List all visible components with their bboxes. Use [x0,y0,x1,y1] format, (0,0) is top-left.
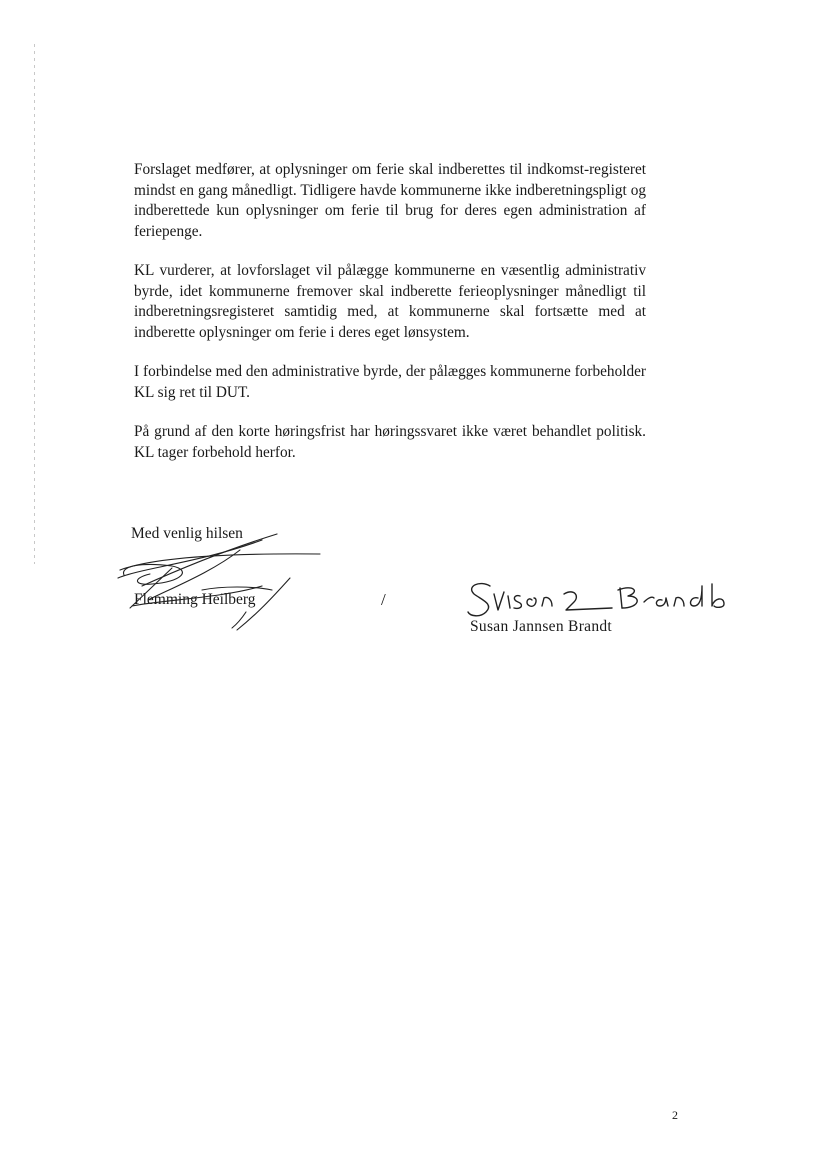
scan-edge-artifact [34,44,35,564]
paragraph-1: Forslaget medfører, at oplysninger om ferie skal indberettes til indkomst-registeret mindst en gang månedligt. Tidligere havde kommunerne ikke indberetningspligt og indberettede kun oplysninger om ferie til brug for deres egen administration af feriepenge. [134,161,646,240]
closing-greeting: Med venlig hilsen [131,525,243,542]
handwritten-signature-brandt [462,578,732,622]
paragraph-3: I forbindelse med den administrative byrde, der pålægges kommunerne forbeholder KL sig ret til DUT. [134,363,646,401]
letter-body [134,160,646,482]
signature-separator: / [381,590,386,609]
paragraph-2: KL vurderer, at lovforslaget vil pålægge kommunerne en væsentlig administrativ byrde, idet kommunerne fremover skal indberette ferieoplysninger månedligt til indberetningsregisteret samtidig med, at kommunerne skal fortsætte med at indberette oplysninger om ferie i deres eget lønsystem. [134,262,646,341]
page-number: 2 [672,1108,678,1122]
signatory-name-brandt: Susan Jannsen Brandt [470,618,613,635]
signatory-name-heilberg: Flemming Heilberg [134,591,256,608]
paragraph-4: På grund af den korte høringsfrist har høringssvaret ikke været behandlet politisk. KL tager forbehold herfor. [134,423,646,461]
